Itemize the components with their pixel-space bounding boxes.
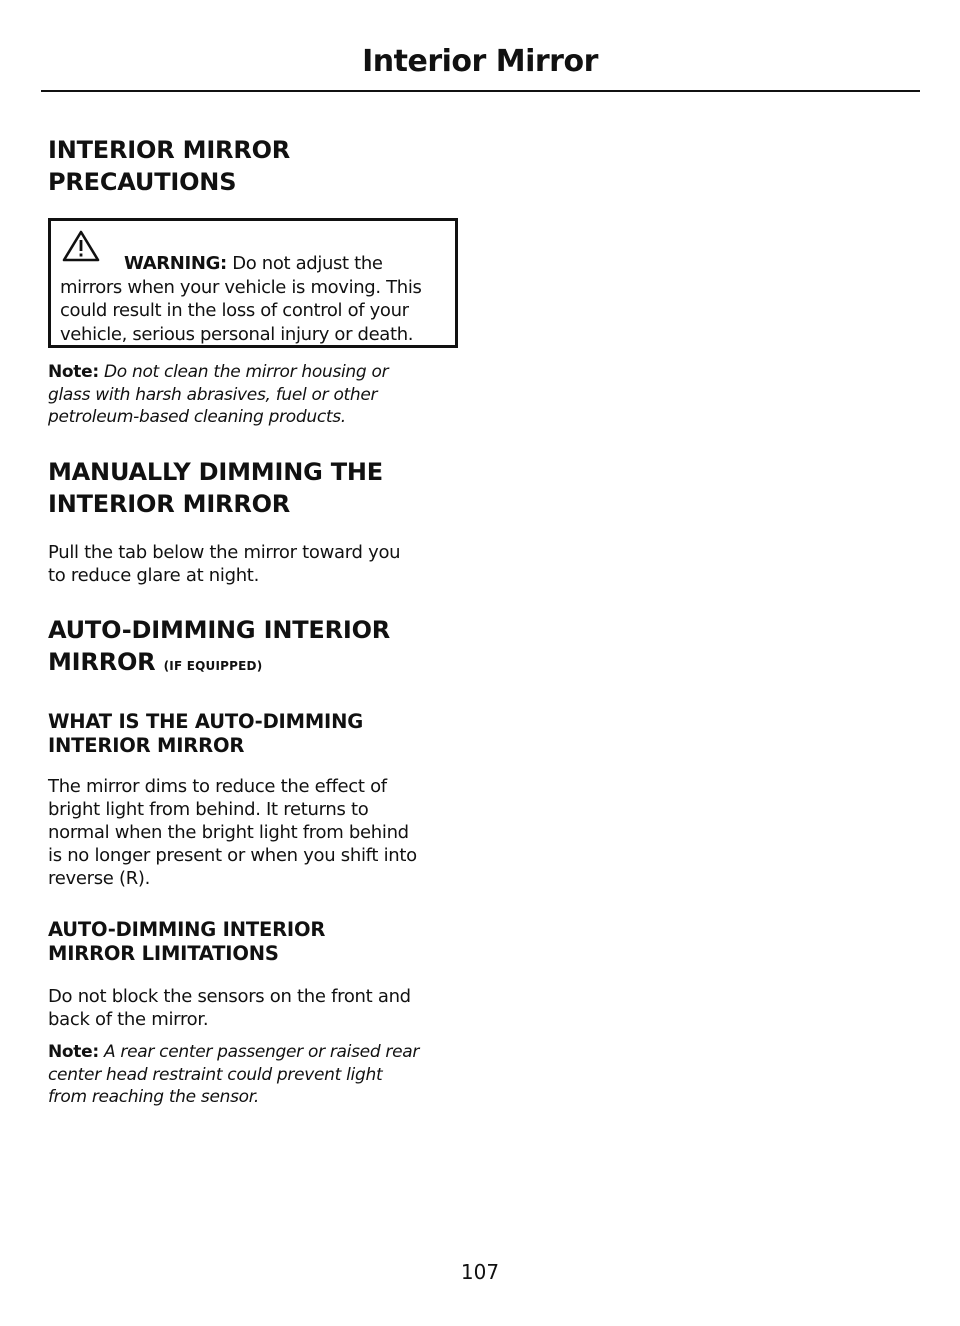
warning-text	[60, 252, 452, 346]
header-divider	[41, 90, 920, 92]
body-line: reverse (R).	[48, 868, 151, 889]
subsection-limitations-heading	[48, 918, 462, 966]
note-line: from reaching the sensor.	[48, 1087, 260, 1107]
note-line: A rear center passenger or raised rear	[103, 1042, 420, 1062]
manual-body	[48, 541, 462, 587]
what-body	[48, 775, 462, 890]
subheading-line: INTERIOR MIRROR	[48, 734, 245, 757]
warning-line: vehicle, serious personal injury or death.	[60, 323, 414, 345]
heading-line: MANUALLY DIMMING THE	[48, 458, 383, 486]
subheading-line: AUTO-DIMMING INTERIOR	[48, 918, 326, 941]
heading-line: AUTO-DIMMING INTERIOR	[48, 616, 391, 644]
limitations-body	[48, 985, 462, 1031]
note-line: center head restraint could prevent light	[48, 1064, 383, 1085]
body-line: normal when the bright light from behind	[48, 822, 409, 843]
heading-line: PRECAUTIONS	[48, 168, 237, 196]
warning-label: WARNING:	[124, 253, 227, 274]
note-line: glass with harsh abrasives, fuel or other	[48, 384, 378, 405]
subsection-what-heading	[48, 710, 462, 758]
precaution-note	[48, 361, 462, 429]
page-number: 107	[460, 1260, 500, 1284]
note-label: Note:	[48, 1042, 99, 1062]
warning-line: could result in the loss of control of your	[60, 300, 409, 321]
heading-line: INTERIOR MIRROR	[48, 136, 291, 164]
note-label: Note:	[48, 362, 99, 382]
equipped-tag: (IF EQUIPPED)	[163, 659, 263, 673]
note-line: petroleum-based cleaning products.	[48, 407, 346, 427]
section-manual-heading	[48, 456, 462, 520]
body-line: Do not block the sensors on the front and	[48, 986, 411, 1007]
warning-line: mirrors when your vehicle is moving. This	[60, 276, 422, 298]
heading-text: MIRROR	[48, 648, 156, 676]
body-line: Pull the tab below the mirror toward you	[48, 542, 401, 563]
section-precautions-heading	[48, 134, 462, 198]
body-line: is no longer present or when you shift into	[48, 845, 417, 866]
limitations-note	[48, 1041, 462, 1109]
subheading-line: WHAT IS THE AUTO-DIMMING	[48, 710, 364, 733]
note-line: Do not clean the mirror housing or	[103, 362, 389, 382]
heading-line: INTERIOR MIRROR	[48, 490, 291, 518]
body-line: The mirror dims to reduce the effect of	[48, 776, 387, 797]
body-line: to reduce glare at night.	[48, 565, 259, 586]
subheading-line: MIRROR LIMITATIONS	[48, 942, 279, 965]
page-header-title: Interior Mirror	[362, 44, 598, 79]
section-auto-heading	[48, 614, 462, 682]
body-line: back of the mirror.	[48, 1009, 209, 1030]
warning-line: Do not adjust the	[232, 253, 383, 274]
warning-box	[48, 218, 458, 348]
body-line: bright light from behind. It returns to	[48, 799, 369, 820]
heading-line	[48, 646, 462, 682]
